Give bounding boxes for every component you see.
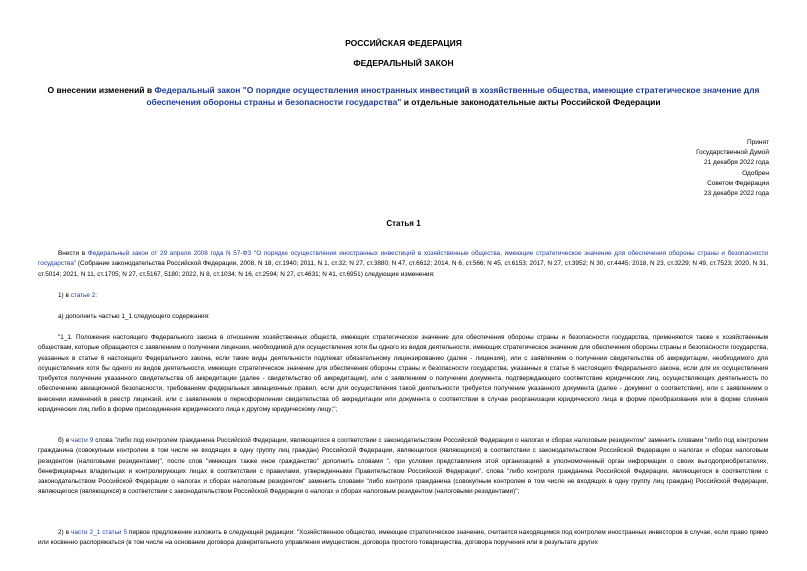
- adoption-line: 23 декабря 2022 года: [703, 190, 769, 198]
- title-suffix: и отдельные законодательные акты Российской Федерации: [401, 97, 661, 107]
- adoption-block: [696, 138, 769, 199]
- adoption-line: 21 декабря 2022 года: [703, 159, 769, 167]
- law-type-heading: ФЕДЕРАЛЬНЫЙ ЗАКОН: [353, 58, 454, 68]
- text: первое предложение изложить в следующей редакции: "Хозяйственное общество, имеющее стратегическое значение, считается находящимся под контролем иностранных инвесторов в случае, если право прямо или косвенно распоряжаться (в том числе на основании договора доверительного управления имуществом, договора простого товарищества, договора поручения или в результате других: [38, 529, 768, 547]
- text: Внести в: [58, 250, 88, 257]
- article-link[interactable]: статье 2: [70, 292, 96, 299]
- text: 1) в: [58, 292, 71, 299]
- paragraph-item-1: [38, 291, 768, 301]
- article-heading: Статья 1: [386, 219, 421, 228]
- country-heading: РОССИЙСКАЯ ФЕДЕРАЦИЯ: [345, 38, 462, 48]
- part-link[interactable]: части 2_1 статьи 5: [71, 529, 128, 536]
- text: слова "либо под контролем гражданина Российской Федерации, являющегося в соответствии с законодательством Российской Федерации о налогах и сборах налоговым резидентом" заменить словами "либо под контролем гражданина (совокупным контролем в том числе не входящих в одну группу лиц граждан) Российской Федерации, являющегося (являющихся) в соответствии с законодательством Российской Федерации о налогах и сборах налоговым резидентом (налоговыми резидентами)", после слов "имеющих также иное гражданство" дополнить словами ", при условии представления этой организацией в уполномоченный орган информации о своих выгодоприобретателях, бенефициарных владельцах и контролирующих лицах в соответствии с правилами, утвержденными Правительством Российской Федерации", слова "либо контроля гражданина Российской Федерации, являющегося в соответствии с законодательством Российской Федерации о налогах и сборах налоговым резидентом" заменить словами "либо контроля гражданина (совокупным контролем в том числе не входящих в одну группу лиц граждан) Российской Федерации, являющегося (являющихся) в соответствии с законодательством Российской Федерации о налогах и сборах налоговым резидентом (налоговыми резидентами)";: [38, 437, 768, 496]
- law-title: [30, 84, 777, 108]
- paragraph-item-a: а) дополнить частью 1_1 следующего содержания:: [58, 313, 210, 320]
- text: (Собрание законодательства Российской Федерации, 2008, N 18, ст.1940; 2011, N 1, ст.32; N 27, ст.3880; N 47, ст.6612; 2014, N 6, ст.566; N 45, ст.6153; 2017, N 27, ст.3952; N 30, ст.4445; 2018, N 23, ст.3229; N 49, ст.7523; 2020, N 31, ст.5014; 2021, N 11, ст.1705; N 27, ст.5167, 5180; 2022, N 8, ст.1034; N 16, ст.2594; N 27, ст.4631; N 41, ст.6951) следующие изменения:: [38, 260, 768, 278]
- adoption-line: Одобрен: [742, 169, 769, 177]
- paragraph-quote: "1_1. Положения настоящего Федерального закона в отношении хозяйственных обществ, имеющих стратегическое значение для обеспечения обороны страны и безопасности государства, применяются также к хозяйственным обществам, которые обращаются с заявлением о получении лицензии, необходимой для осуществления хотя бы одного из видов деятельности, имеющих стратегическое значение для обеспечения обороны страны и безопасности государства, указанных в статье 6 настоящего Федерального закона, если такие виды деятельности подлежат обязательному лицензированию (далее - лицензия), или с заявлением о получении свидетельства об аккредитации, необходимого для осуществления хотя бы одного из видов деятельности, имеющих стратегическое значение для обеспечения обороны страны и безопасности государства, указанных в статье 6 настоящего Федерального закона, если для их осуществления требуется получение указанного свидетельства об аккредитации (далее - свидетельство об аккредитации), или с заявлением о получении документа, подтверждающего соответствие юридических лиц, осуществляющих деятельность по обеспечению авиационной безопасности, требованиям федеральных авиационных правил, если для осуществления такой деятельности требуется получение указанного документа (далее - документ о соответствии), или с заявлением о внесении изменений в реестр лицензий, или с заявлением о переоформлении свидетельства об аккредитации или документа о соответствии в случае реорганизации юридического лица в форме преобразования или в форме слияния юридических лиц либо в форме присоединения юридического лица к другому юридическому лицу;";: [38, 334, 768, 414]
- title-law-link[interactable]: Федеральный закон "О порядке осуществления иностранных инвестиций в хозяйственные общества, имеющие стратегическое значение для обеспечения обороны страны и безопасности государства": [146, 85, 760, 107]
- paragraph-intro: [38, 249, 768, 280]
- adoption-line: Государственной Думой: [696, 149, 769, 157]
- law-link[interactable]: Федеральный закон от 29 апреля 2008 года N 57-ФЗ "О порядке осуществления иностранных инвестиций в хозяйственные общества, имеющие стратегическое значение для обеспечения обороны страны и безопасности государства": [38, 250, 769, 268]
- text: 2) в: [58, 529, 72, 536]
- adoption-line: Принят: [746, 139, 769, 146]
- adoption-line: Советом Федерации: [707, 179, 769, 187]
- text: :: [95, 292, 98, 299]
- text: б) в: [58, 437, 72, 444]
- paragraph-item-2: [38, 528, 768, 549]
- paragraph-item-b: [38, 436, 768, 498]
- title-prefix: О внесении изменений в: [47, 85, 155, 95]
- part-link[interactable]: части 9: [71, 437, 94, 444]
